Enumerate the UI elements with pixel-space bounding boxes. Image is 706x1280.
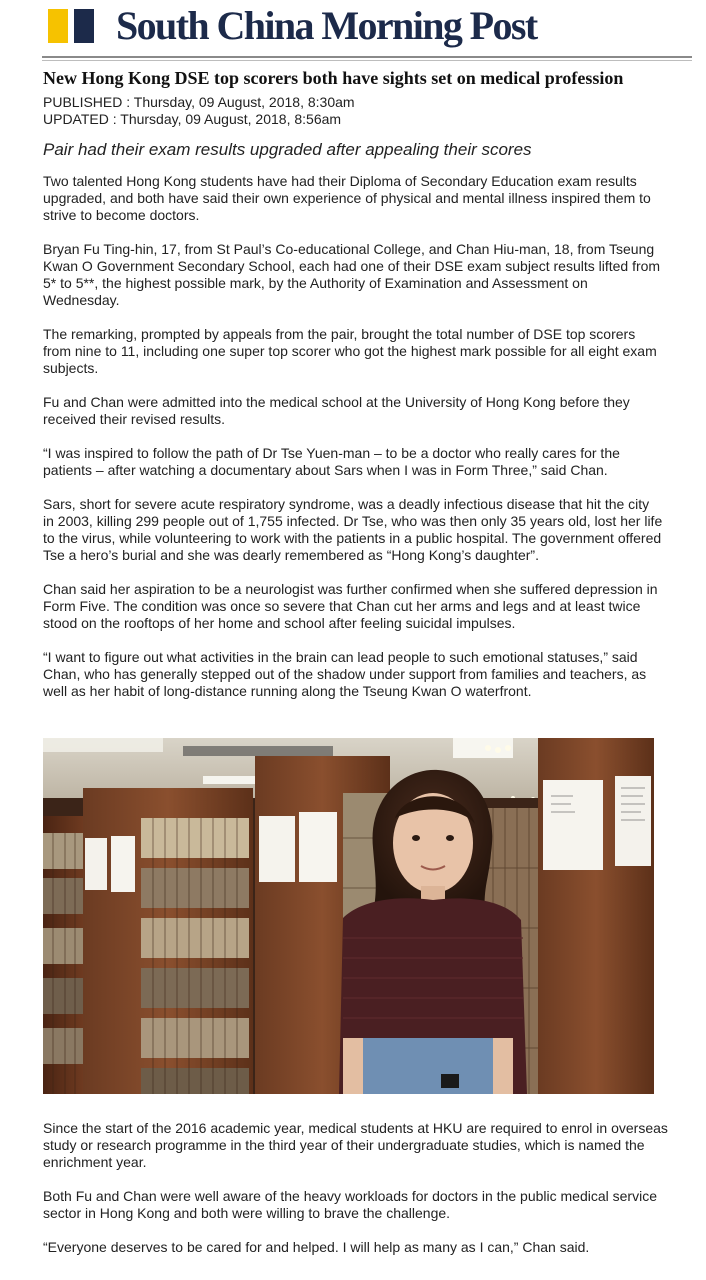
brand-wordmark[interactable]: South China Morning Post <box>116 3 537 48</box>
article-paragraph: Sars, short for severe acute respiratory syndrome, was a deadly infectious disease that hit the city in 2003, killing 299 people out of 1,755 infected. Dr Tse, who was then only 35 years old, lost her life to the virus, while volunteering to work with the patients in a public hospital. The government offered Tse a hero’s burial and she was dearly remembered as “Hong Kong’s daughter”. <box>43 496 663 563</box>
article-photo <box>43 738 654 1094</box>
article-standfirst: Pair had their exam results upgraded after appealing their scores <box>43 140 532 159</box>
article-paragraph: Both Fu and Chan were well aware of the heavy workloads for doctors in the public medical service sector in Hong Kong and both were willing to brave the challenge. <box>43 1188 657 1221</box>
article-paragraph: “I want to figure out what activities in the brain can lead people to such emotional statuses,” said Chan, who has generally stepped out of the shadow under support from families and teachers, as well as her habit of long-distance running along the Tseung Kwan O waterfront. <box>43 649 647 699</box>
updated-date: UPDATED : Thursday, 09 August, 2018, 8:56am <box>43 111 342 127</box>
article-paragraph: “Everyone deserves to be cared for and helped. I will help as many as I can,” Chan said. <box>43 1239 590 1255</box>
article-paragraph: Fu and Chan were admitted into the medical school at the University of Hong Kong before they received their revised results. <box>43 394 630 427</box>
article-paragraph: Two talented Hong Kong students have had their Diploma of Secondary Education exam results upgraded, and both have said their own experience of physical and mental illness inspired them to strive to become doctors. <box>43 173 651 223</box>
article-paragraph: The remarking, prompted by appeals from the pair, brought the total number of DSE top scorers from nine to 11, including one super top scorer who got the highest mark possible for all eight exam subjects. <box>43 326 657 376</box>
masthead-divider <box>42 56 692 61</box>
logo-yellow-block <box>48 9 68 43</box>
article-continued <box>43 1120 673 1256</box>
logo-navy-block <box>74 9 94 43</box>
article-paragraph: Chan said her aspiration to be a neurologist was further confirmed when she suffered depression in Form Five. The condition was once so severe that Chan cut her arms and legs and at least twice stood on the rooftops of her home and school after feeling suicidal impulses. <box>43 581 658 631</box>
masthead <box>48 4 537 48</box>
article <box>43 66 663 700</box>
article-paragraph: Bryan Fu Ting-hin, 17, from St Paul’s Co-educational College, and Chan Hiu-man, 18, from Tseung Kwan O Government Secondary School, each had one of their DSE exam subject results lifted from 5* to 5**, the highest possible mark, by the Authority of Examination and Assessment on Wednesday. <box>43 241 661 308</box>
article-dateline <box>43 94 663 128</box>
article-paragraph: “I was inspired to follow the path of Dr Tse Yuen-man – to be a doctor who really cares for the patients – after watching a documentary about Sars when I was in Form Three,” said Chan. <box>43 445 620 478</box>
scmp-logo-icon[interactable] <box>48 9 94 43</box>
article-headline: New Hong Kong DSE top scorers both have sights set on medical profession <box>43 68 624 88</box>
published-date: PUBLISHED : Thursday, 09 August, 2018, 8:30am <box>43 94 355 110</box>
article-paragraph: Since the start of the 2016 academic year, medical students at HKU are required to enrol in overseas study or research programme in the third year of their undergraduate studies, which is named the enrichment year. <box>43 1120 668 1170</box>
library-photo-illustration <box>43 738 654 1094</box>
